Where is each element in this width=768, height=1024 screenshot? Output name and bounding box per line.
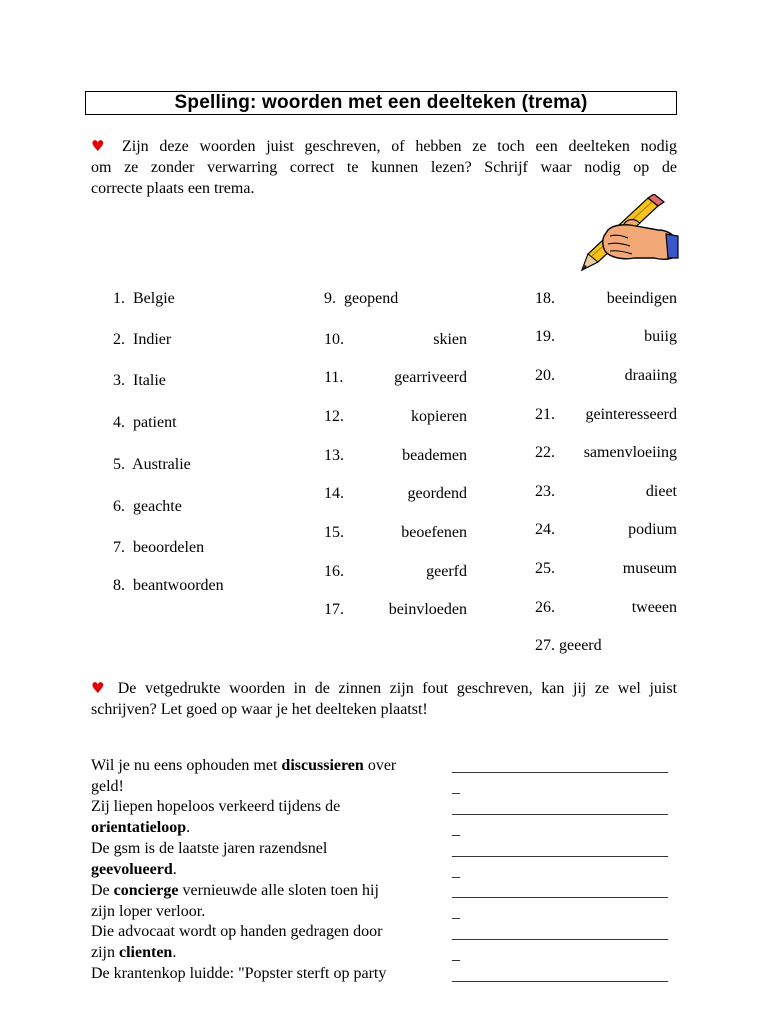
exercise-sentence: Wil je nu eens ophouden met discussieren over geld! (91, 757, 397, 795)
list-item: 12. kopieren (324, 408, 467, 425)
instruction-paragraph (91, 678, 677, 720)
hand-pencil-icon (578, 194, 680, 272)
list-item: 10. skien (324, 331, 467, 348)
intro-line: ♥ Zijn deze woorden juist geschreven, of hebben ze toch een deelteken nodig (91, 137, 678, 155)
bold-word: orientatieloop (91, 819, 187, 836)
list-item: 17. beinvloeden (324, 601, 467, 618)
list-item: 23. dieet (535, 483, 677, 500)
list-item: 25. museum (535, 560, 677, 577)
intro-line: om ze zonder verwarring correct te kunnen lezen? Schrijf waar nodig op de (91, 159, 677, 176)
bold-word: discussieren (281, 757, 364, 774)
heart-bullet-icon: ♥ (91, 679, 110, 697)
title-box (85, 91, 677, 115)
list-item: 21. geinteresseerd (535, 406, 677, 423)
page-title: Spelling: woorden met een deelteken (trema) (174, 92, 588, 113)
list-item: 6. geachte (113, 498, 182, 515)
exercise-sentence: De concierge vernieuwde alle sloten toen hij zijn loper verloor. (91, 882, 379, 920)
list-item: 20. draaiing (535, 367, 677, 384)
answer-blank[interactable]: ___________________________ (452, 967, 668, 984)
instruction-line: schrijven? Let goed op waar je het deelteken plaatst! (91, 701, 428, 718)
list-item: 24. podium (535, 521, 677, 538)
bold-word: clienten (119, 944, 173, 961)
exercise-sentence: De gsm is de laatste jaren razendsnel geevolueerd. (91, 840, 328, 878)
list-item: 11. gearriveerd (324, 369, 467, 386)
answer-blank[interactable]: ___________________________ _ (452, 883, 668, 921)
bold-word: concierge (113, 882, 179, 899)
list-item: 19. buiig (535, 328, 677, 345)
list-item: 14. geordend (324, 485, 467, 502)
list-item: 2. Indier (113, 331, 172, 348)
list-item: 13. beademen (324, 447, 467, 464)
exercise-sentence: Die advocaat wordt op handen gedragen door zijn clienten. (91, 923, 383, 961)
answer-blank[interactable]: ___________________________ _ (452, 758, 668, 796)
bold-word: geevolueerd (91, 861, 173, 878)
intro-paragraph (91, 136, 677, 199)
list-item: 8. beantwoorden (113, 577, 224, 594)
answer-blank[interactable]: ___________________________ _ (452, 800, 668, 838)
exercise-sentence: De krantenkop luidde: "Popster sterft op party (91, 965, 387, 982)
list-item: 4. patient (113, 414, 177, 431)
list-item: 26. tweeen (535, 599, 677, 616)
list-item: 16. geerfd (324, 563, 467, 580)
list-item: 5. Australie (113, 456, 191, 473)
list-item: 1. Belgie (113, 290, 175, 307)
list-item: 9. geopend (324, 290, 399, 307)
list-item: 22. samenvloeiing (535, 444, 677, 461)
intro-line: correcte plaats een trema. (91, 180, 255, 197)
list-item: 7. beoordelen (113, 539, 205, 556)
answer-blank[interactable]: ___________________________ _ (452, 925, 668, 963)
list-item: 27. geeerd (535, 637, 602, 654)
list-item: 18. beeindigen (535, 290, 677, 307)
list-item: 15. beoefenen (324, 524, 467, 541)
list-item: 3. Italie (113, 372, 166, 389)
instruction-line: ♥ De vetgedrukte woorden in de zinnen zijn fout geschreven, kan jij ze wel juist (91, 679, 678, 697)
answer-blank[interactable]: ___________________________ _ (452, 842, 668, 880)
heart-bullet-icon: ♥ (91, 137, 112, 155)
exercise-sentence: Zij liepen hopeloos verkeerd tijdens de orientatieloop. (91, 798, 341, 836)
